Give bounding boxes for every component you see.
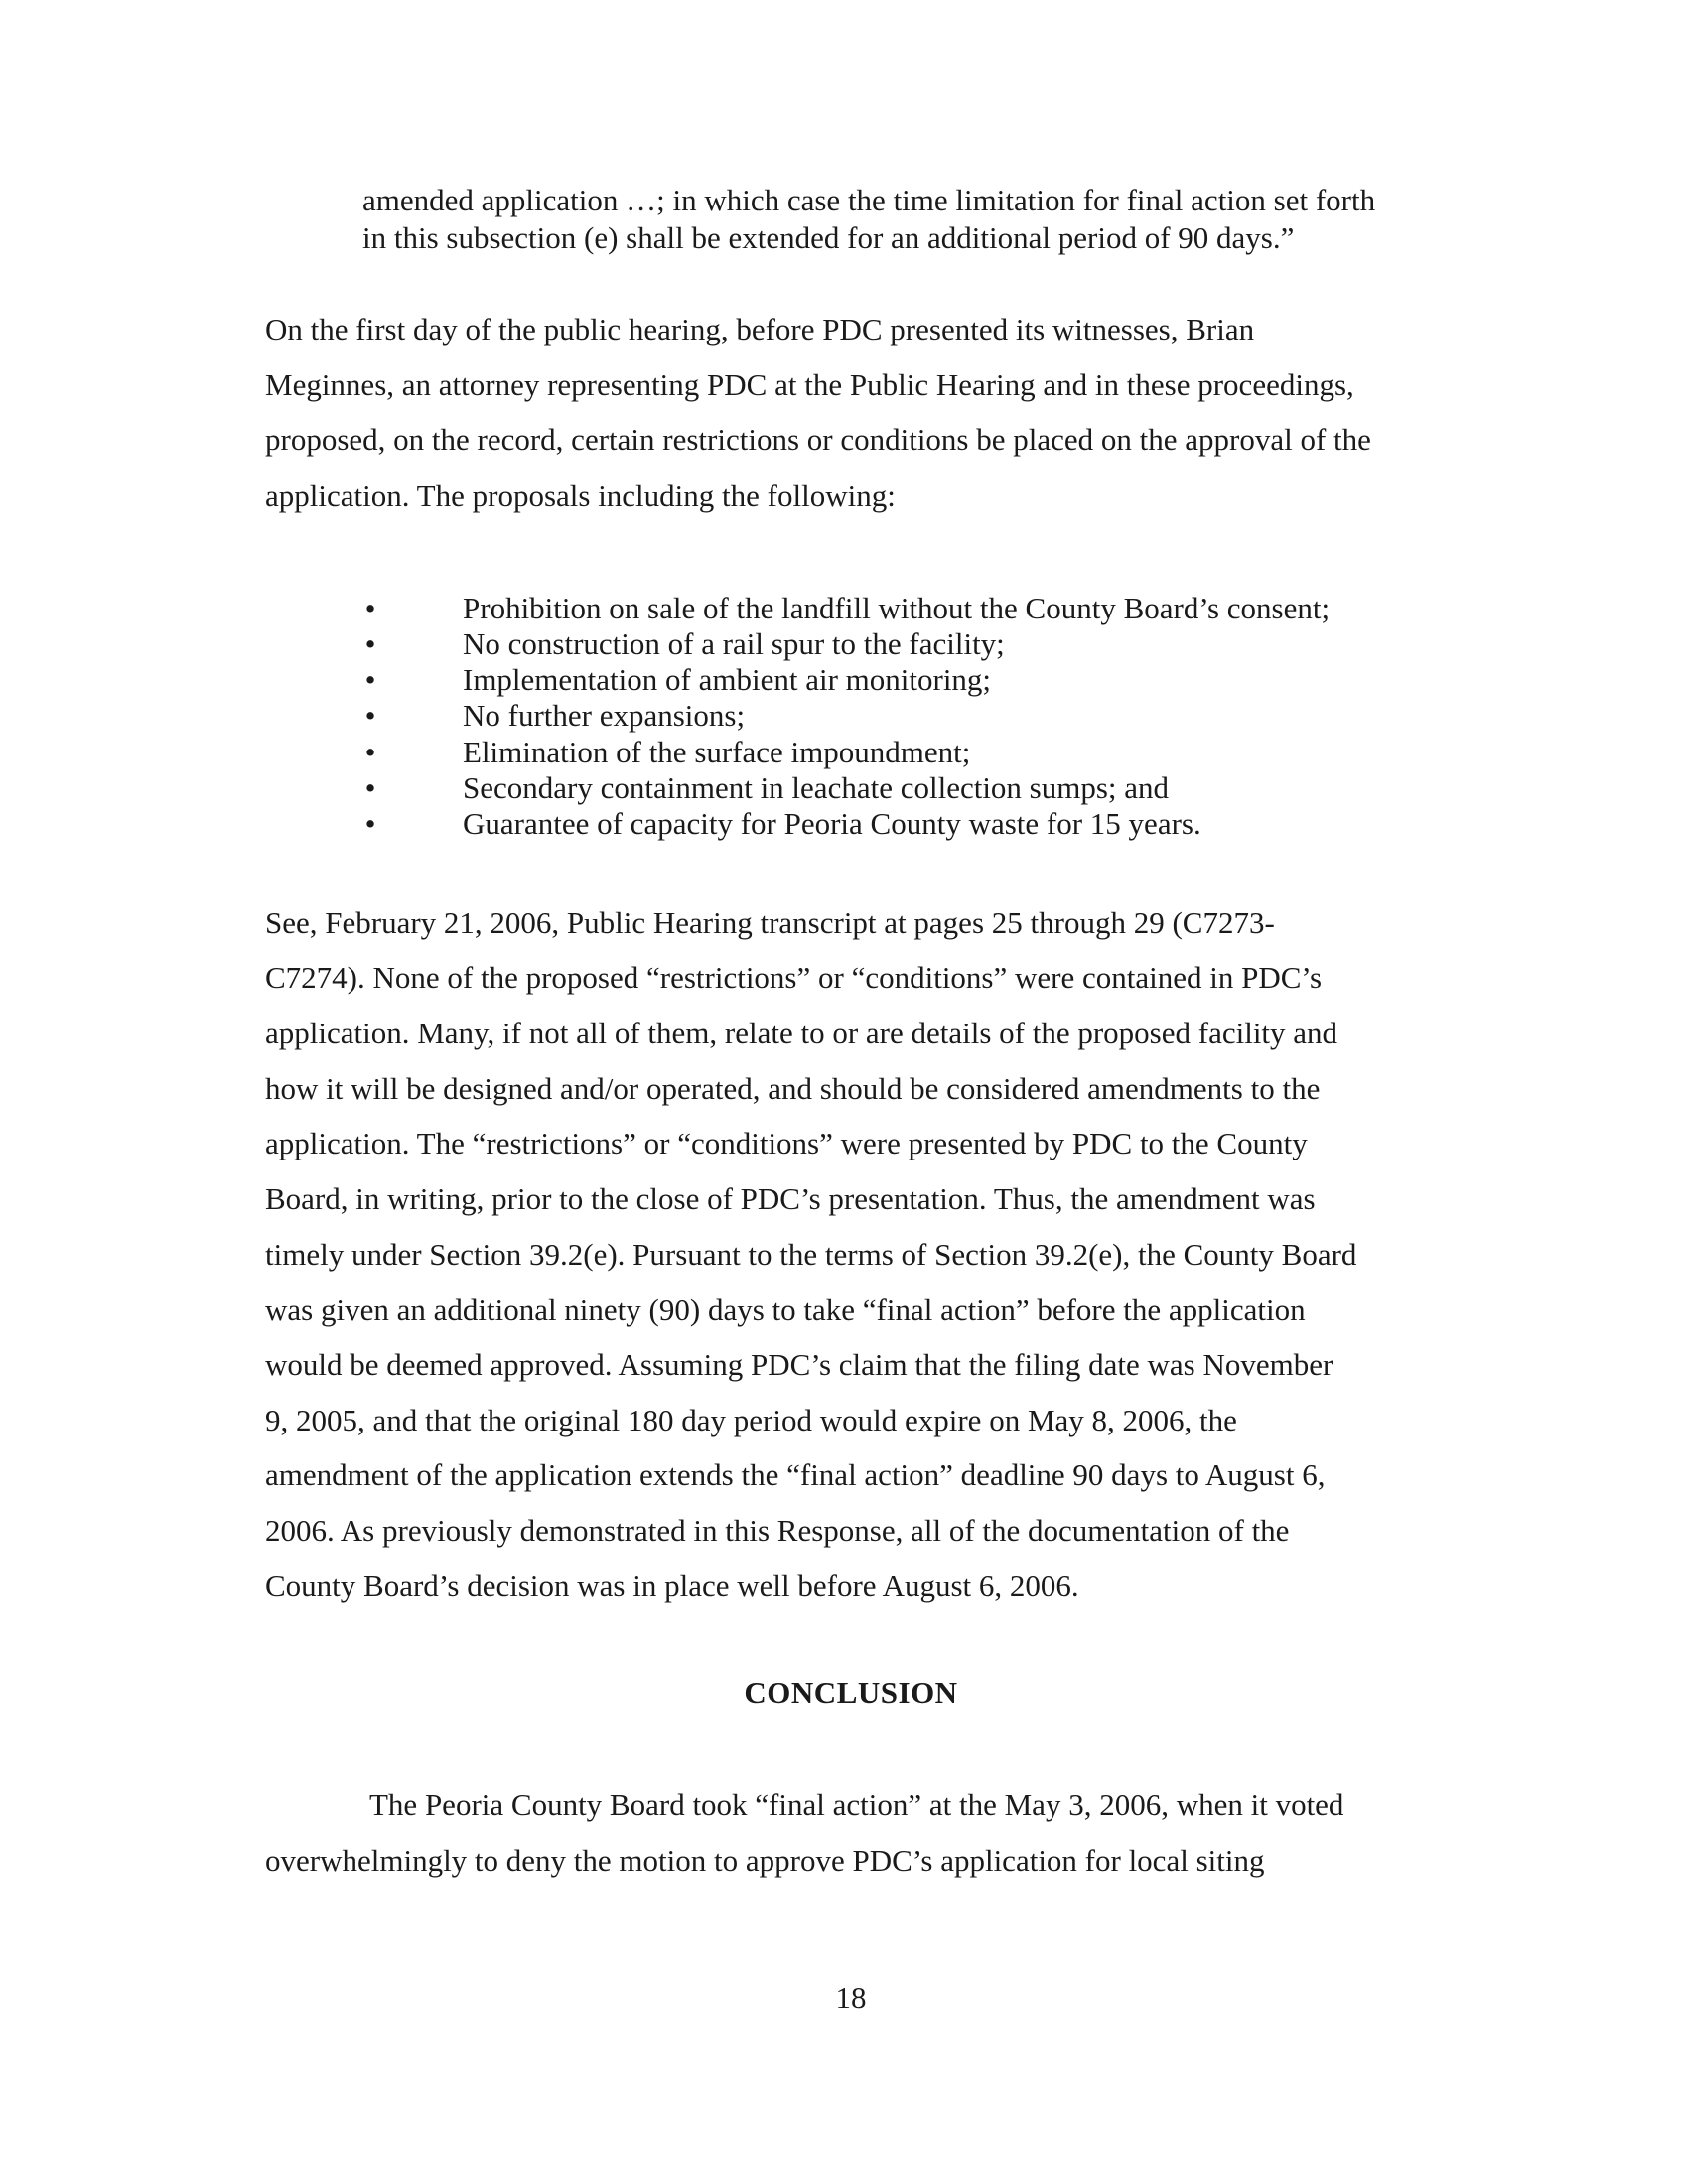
paragraph-line: See, February 21, 2006, Public Hearing transcript at pages 25 through 29 (C7273- xyxy=(265,905,1275,940)
list-item-text: Prohibition on sale of the landfill without the County Board’s consent; xyxy=(463,591,1331,625)
list-item-text: Implementation of ambient air monitoring; xyxy=(463,662,992,697)
paragraph-line: would be deemed approved. Assuming PDC’s claim that the filing date was November xyxy=(265,1347,1333,1382)
bullet-icon: • xyxy=(364,770,376,805)
list-item-text: No further expansions; xyxy=(463,698,746,733)
bullet-icon: • xyxy=(364,591,376,625)
paragraph-line: C7274). None of the proposed “restrictions” or “conditions” were contained in PDC’s xyxy=(265,960,1323,995)
paragraph-line: On the first day of the public hearing, before PDC presented its witnesses, Brian xyxy=(265,312,1255,346)
paragraph-line: 9, 2005, and that the original 180 day period would expire on May 8, 2006, the xyxy=(265,1403,1237,1437)
paragraph-line: County Board’s decision was in place well before August 6, 2006. xyxy=(265,1569,1079,1603)
quote-line: in this subsection (e) shall be extended for an additional period of 90 days.” xyxy=(362,220,1295,255)
section-heading: CONCLUSION xyxy=(744,1675,958,1709)
paragraph-line: was given an additional ninety (90) days to take “final action” before the application xyxy=(265,1293,1306,1327)
list-item-text: No construction of a rail spur to the facility; xyxy=(463,626,1005,661)
paragraph-line: application. The “restrictions” or “conditions” were presented by PDC to the County xyxy=(265,1126,1308,1160)
paragraph-line: 2006. As previously demonstrated in this Response, all of the documentation of the xyxy=(265,1513,1290,1548)
list-item-text: Elimination of the surface impoundment; xyxy=(463,735,971,769)
bullet-icon: • xyxy=(364,735,376,769)
list-item-text: Guarantee of capacity for Peoria County waste for 15 years. xyxy=(463,806,1201,841)
quote-line: amended application …; in which case the time limitation for final action set forth xyxy=(362,183,1376,217)
page-number: 18 xyxy=(835,1980,867,2015)
paragraph-line: proposed, on the record, certain restrictions or conditions be placed on the approval of the xyxy=(265,422,1371,457)
bullet-icon: • xyxy=(364,626,376,661)
paragraph-line: Meginnes, an attorney representing PDC at the Public Hearing and in these proceedings, xyxy=(265,367,1354,402)
list-item-text: Secondary containment in leachate collection sumps; and xyxy=(463,770,1170,805)
paragraph-line: overwhelmingly to deny the motion to approve PDC’s application for local siting xyxy=(265,1843,1265,1878)
bullet-icon: • xyxy=(364,806,376,841)
paragraph-line: amendment of the application extends the “final action” deadline 90 days to August 6, xyxy=(265,1457,1326,1492)
bullet-icon: • xyxy=(364,698,376,733)
paragraph-line: how it will be designed and/or operated, and should be considered amendments to the xyxy=(265,1071,1321,1106)
paragraph-line: application. The proposals including the following: xyxy=(265,478,896,513)
paragraph-line: The Peoria County Board took “final action” at the May 3, 2006, when it voted xyxy=(369,1787,1344,1822)
bullet-icon: • xyxy=(364,662,376,697)
paragraph-line: Board, in writing, prior to the close of PDC’s presentation. Thus, the amendment was xyxy=(265,1181,1316,1216)
paragraph-line: application. Many, if not all of them, relate to or are details of the proposed facility and xyxy=(265,1016,1338,1050)
paragraph-line: timely under Section 39.2(e). Pursuant to the terms of Section 39.2(e), the County Board xyxy=(265,1237,1357,1272)
